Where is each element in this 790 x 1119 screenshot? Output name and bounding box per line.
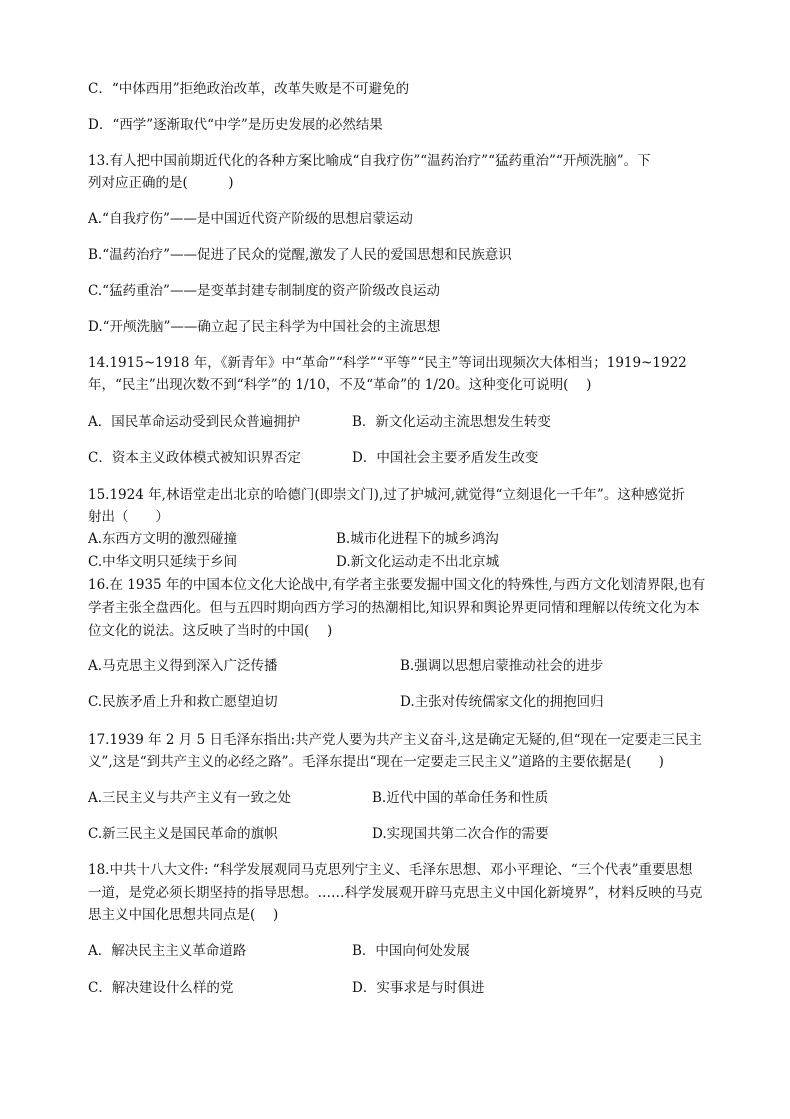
q16-stem-line2: 学者主张全盘西化。但与五四时期向西方学习的热潮相比,知识界和舆论界更同情和理解以传统文化为本	[88, 600, 700, 616]
q12-option-c: C．“中体西用”拒绝政治改革，改革失败是不可避免的	[88, 81, 410, 97]
q17-stem-line2: 义”,这是“到共产主义的必经之路”。毛泽东提出“现在一定要走三民主义”道路的主要依据是( )	[88, 754, 664, 770]
q13-option-a: A.“自我疗伤”——是中国近代资产阶级的思想启蒙运动	[88, 211, 413, 227]
q13-option-c: C.“猛药重治”——是变革封建专制制度的资产阶级改良运动	[88, 283, 440, 299]
q13-option-b: B.“温药治疗”——促进了民众的觉醒,激发了人民的爱国思想和民族意识	[88, 247, 512, 263]
q16-option-a: A.马克思主义得到深入广泛传播	[88, 658, 278, 674]
q14-option-b: B．新文化运动主流思想发生转变	[352, 414, 551, 430]
q15-stem-line1: 15.1924 年,林语堂走出北京的哈德门(即崇文门),过了护城河,就觉得“立刻退化一千年”。这种感觉折	[88, 487, 685, 503]
q17-option-c: C.新三民主义是国民革命的旗帜	[88, 826, 278, 842]
q13-stem-line1: 13.有人把中国前期近代化的各种方案比喻成“自我疗伤”“温药治疗”“猛药重治”“开颅洗脑”。下	[88, 153, 651, 169]
q15-option-b: B.城市化进程下的城乡鸿沟	[336, 531, 499, 547]
q18-option-d: D．实事求是与时俱进	[352, 980, 485, 996]
q14-option-a: A．国民革命运动受到民众普遍拥护	[88, 414, 301, 430]
q15-option-c: C.中华文明只延续于乡间	[88, 554, 238, 570]
q16-option-b: B.强调以思想启蒙推动社会的进步	[400, 658, 604, 674]
q13-stem-line2: 列对应正确的是( )	[88, 175, 234, 191]
q12-option-d: D．“西学”逐渐取代“中学”是历史发展的必然结果	[88, 117, 383, 133]
q14-option-d: D．中国社会主要矛盾发生改变	[352, 450, 539, 466]
q14-stem-line1: 14.1915~1918 年，《新青年》中“革命”“科学”“平等”“民主”等词出现频次大体相当；1919~1922	[88, 355, 687, 371]
q16-option-c: C.民族矛盾上升和救亡愿望迫切	[88, 694, 278, 710]
q17-option-d: D.实现国共第二次合作的需要	[372, 826, 549, 842]
q18-option-c: C．解决建设什么样的党	[88, 980, 234, 996]
q16-stem-line1: 16.在 1935 年的中国本位文化大论战中,有学者主张要发掘中国文化的特殊性,与西方文化划清界限,也有	[88, 577, 706, 593]
q18-stem-line2: 一道，是党必须长期坚持的指导思想。……科学发展观开辟马克思主义中国化新境界”，材料反映的马克	[88, 885, 703, 901]
q15-option-d: D.新文化运动走不出北京城	[336, 554, 500, 570]
q15-stem-line2: 射出（ ）	[88, 509, 169, 525]
q18-option-a: A．解决民主主义革命道路	[88, 943, 247, 959]
q17-option-b: B.近代中国的革命任务和性质	[372, 790, 549, 806]
q17-option-a: A.三民主义与共产主义有一致之处	[88, 790, 292, 806]
q16-option-d: D.主张对传统儒家文化的拥抱回归	[400, 694, 604, 710]
q15-option-a: A.东西方文明的激烈碰撞	[88, 531, 238, 547]
q14-option-c: C．资本主义政体模式被知识界否定	[88, 450, 301, 466]
q13-option-d: D.“开颅洗脑”——确立起了民主科学为中国社会的主流思想	[88, 319, 441, 335]
q18-stem-line1: 18.中共十八大文件: “科学发展观同马克思列宁主义、毛泽东思想、邓小平理论、“三个代表”重要思想	[88, 862, 693, 878]
q14-stem-line2: 年，“民主”出现次数不到“科学”的 1/10，不及“革命”的 1/20。这种变化可说明( )	[88, 377, 592, 393]
q17-stem-line1: 17.1939 年 2 月 5 日毛泽东指出:共产党人要为共产主义奋斗,这是确定无疑的,但“现在一定要走三民主	[88, 732, 702, 748]
q16-stem-line3: 位文化的说法。这反映了当时的中国( )	[88, 623, 333, 639]
q18-option-b: B．中国向何处发展	[352, 943, 470, 959]
q18-stem-line3: 思主义中国化思想共同点是( )	[88, 907, 279, 923]
